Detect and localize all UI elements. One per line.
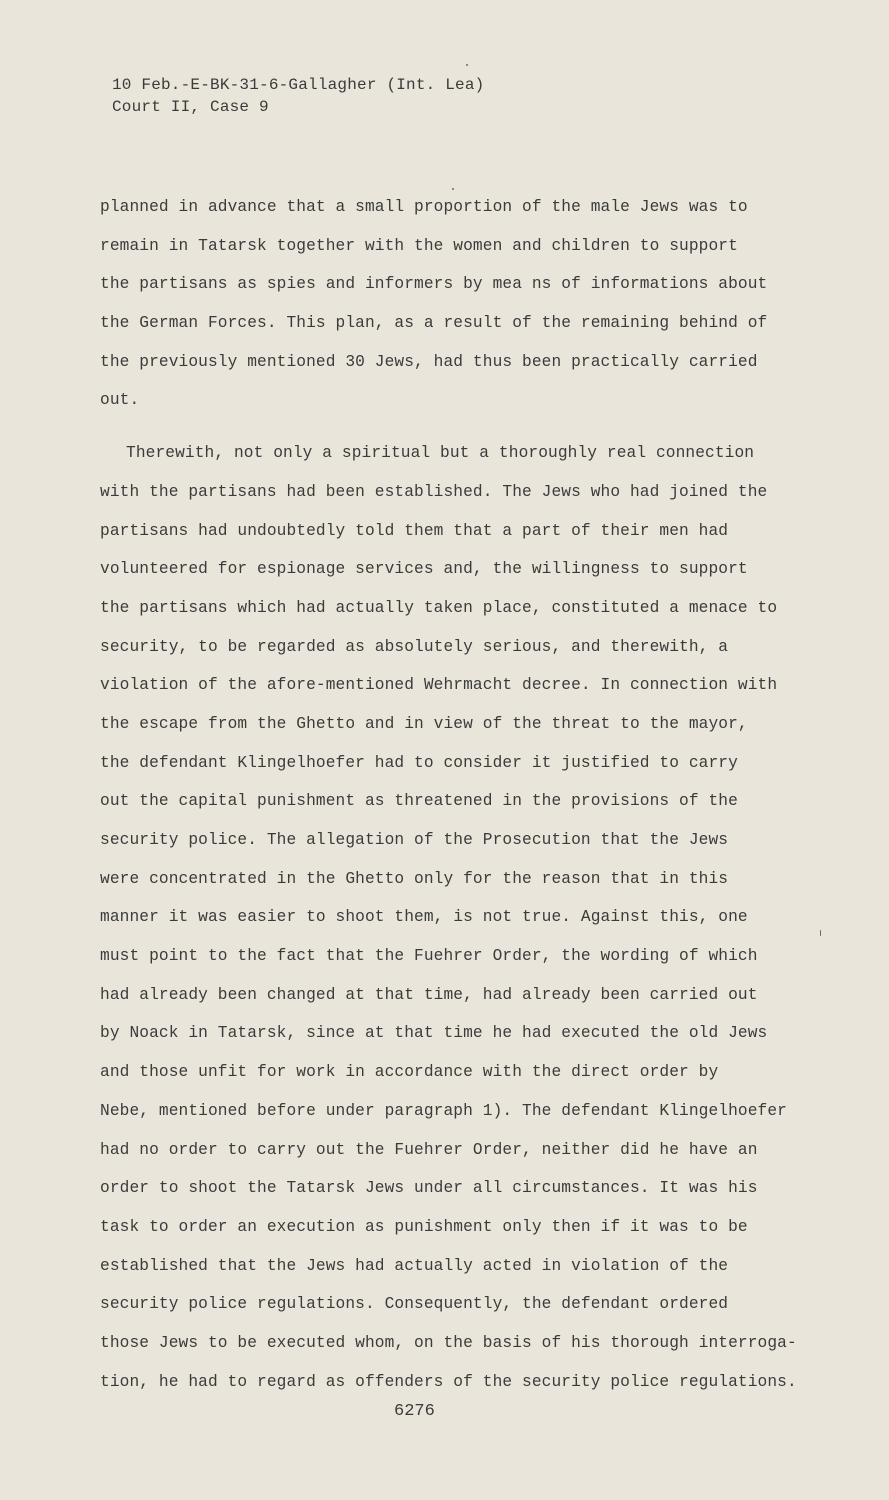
text-line: by Noack in Tatarsk, since at that time he had executed the old Jews (100, 1024, 768, 1043)
document-body (100, 188, 797, 1401)
text-line: had no order to carry out the Fuehrer Order, neither did he have an (100, 1140, 758, 1159)
text-line: violation of the afore-mentioned Wehrmacht decree. In connection with (100, 676, 778, 695)
text-line: partisans had undoubtedly told them that a part of their men had (100, 521, 729, 540)
text-line: security police. The allegation of the Prosecution that the Jews (100, 831, 729, 849)
text-line: the partisans as spies and informers by mea ns of informations about (100, 275, 768, 294)
text-line: volunteered for espionage services and, the willingness to support (100, 560, 748, 579)
text-line: task to order an execution as punishment only then if it was to be (100, 1217, 748, 1236)
text-line: the partisans which had actually taken place, constituted a menace to (100, 598, 778, 617)
document-header (112, 74, 484, 118)
text-line: the escape from the Ghetto and in view of the threat to the mayor, (100, 714, 748, 733)
text-line: were concentrated in the Ghetto only for the reason that in this (100, 869, 729, 888)
header-court-case: Court II, Case 9 (112, 98, 269, 116)
text-line: planned in advance that a small proportion of the male Jews was to (100, 198, 748, 216)
text-line: the defendant Klingelhoefer had to consider it justified to carry (100, 753, 738, 772)
text-line: with the partisans had been established. The Jews who had joined the (100, 482, 768, 501)
text-line: the previously mentioned 30 Jews, had thus been practically carried (100, 352, 758, 371)
header-reference: 10 Feb.-E-BK-31-6-Gallagher (Int. Lea) (112, 76, 485, 94)
text-line: must point to the fact that the Fuehrer Order, the wording of which (100, 947, 758, 966)
text-line: had already been changed at that time, had already been carried out (100, 985, 758, 1004)
text-line: Nebe, mentioned before under paragraph 1). The defendant Klingelhoefer (100, 1101, 787, 1120)
scan-speck (452, 188, 454, 190)
text-line: the German Forces. This plan, as a result of the remaining behind of (100, 314, 768, 333)
text-line: out. (100, 391, 140, 410)
text-line: security, to be regarded as absolutely serious, and therewith, a (100, 637, 729, 656)
text-line: order to shoot the Tatarsk Jews under all circumstances. It was his (100, 1179, 758, 1198)
text-line: tion, he had to regard as offenders of the security police regulations. (100, 1372, 797, 1391)
text-line: established that the Jews had actually acted in violation of the (100, 1256, 729, 1275)
scan-speck (466, 64, 468, 66)
text-line: Therewith, not only a spiritual but a thoroughly real connection (126, 444, 755, 463)
text-line: security police regulations. Consequently, the defendant ordered (100, 1295, 729, 1314)
scan-speck (820, 930, 821, 936)
text-line: those Jews to be executed whom, on the basis of his thorough interroga- (100, 1333, 797, 1352)
paragraph-1 (100, 188, 790, 420)
page-number: 6276 (394, 1402, 435, 1421)
text-line: and those unfit for work in accordance with the direct order by (100, 1063, 719, 1082)
text-line: out the capital punishment as threatened in the provisions of the (100, 792, 738, 811)
text-line: manner it was easier to shoot them, is not true. Against this, one (100, 908, 748, 927)
text-line: remain in Tatarsk together with the women and children to support (100, 236, 738, 255)
paragraph-2 (100, 434, 797, 1401)
